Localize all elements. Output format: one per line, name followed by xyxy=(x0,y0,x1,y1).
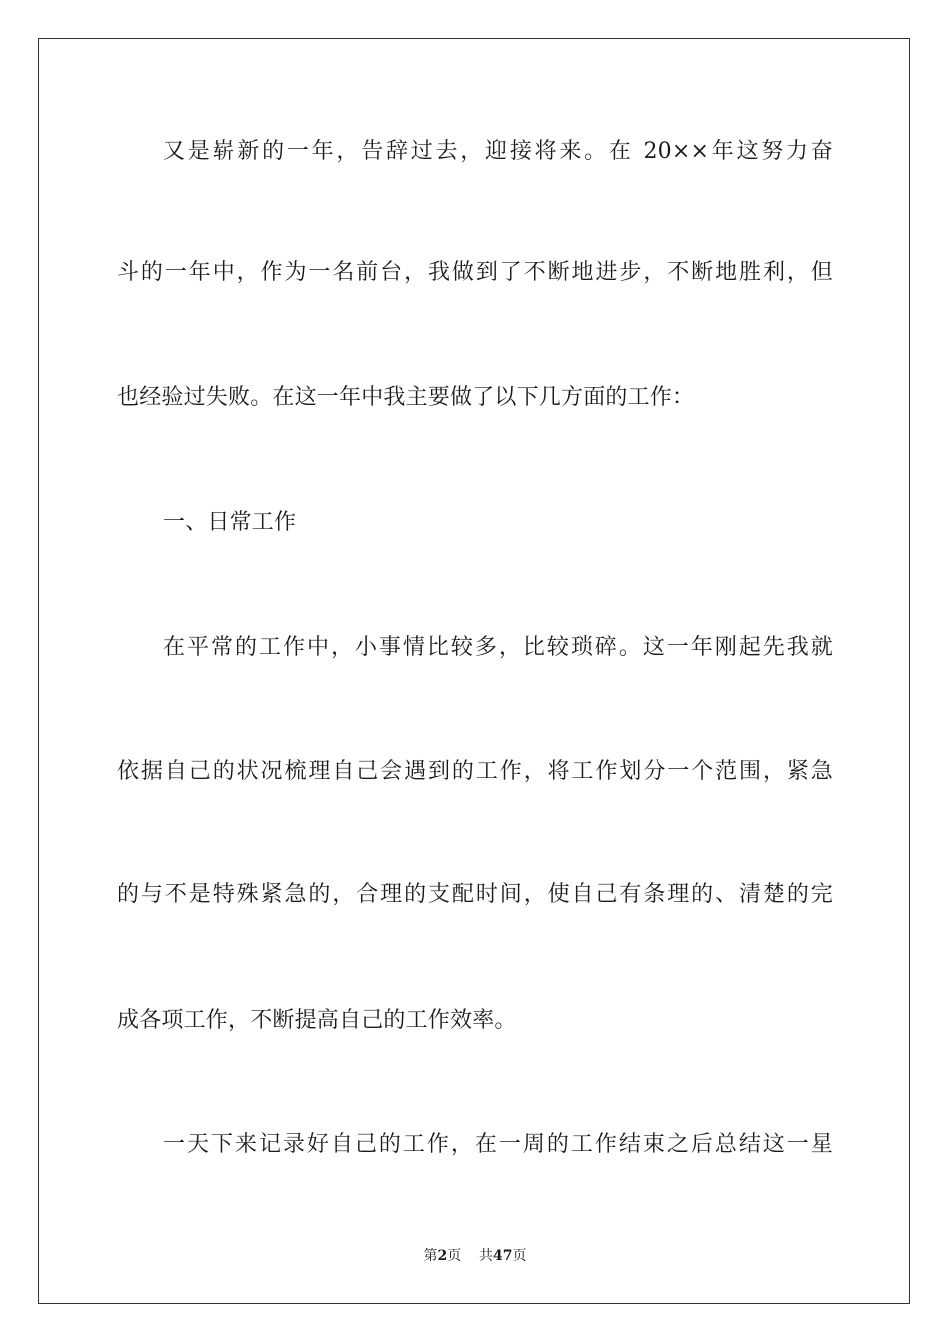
paragraph-2-line-1: 在平常的工作中，小事情比较多，比较琐碎。这一年刚起先我就 xyxy=(163,635,833,660)
paragraph-2-line-4: 成各项工作，不断提高自己的工作效率。 xyxy=(117,1008,517,1033)
footer-page-number: 2 xyxy=(437,1248,448,1264)
paragraph-1-line-3: 也经验过失败。在这一年中我主要做了以下几方面的工作： xyxy=(117,385,695,410)
footer-total-suffix: 页 xyxy=(512,1248,527,1264)
paragraph-2-line-2: 依据自己的状况梳理自己会遇到的工作，将工作划分一个范围，紧急 xyxy=(117,759,833,784)
page-border xyxy=(38,38,910,1304)
footer-page-prefix: 第 xyxy=(423,1248,438,1264)
paragraph-2-line-3: 的与不是特殊紧急的，合理的支配时间，使自己有条理的、清楚的完 xyxy=(117,882,833,907)
page-footer xyxy=(0,1246,950,1266)
footer-total-prefix: 共 xyxy=(479,1248,494,1264)
paragraph-1-line-1: 又是崭新的一年，告辞过去，迎接将来。在 20××年这努力奋 xyxy=(163,139,833,164)
footer-page-suffix: 页 xyxy=(447,1248,462,1264)
footer-total-pages: 47 xyxy=(493,1248,513,1264)
paragraph-1-line-2: 斗的一年中，作为一名前台，我做到了不断地进步，不断地胜利，但 xyxy=(117,260,833,285)
paragraph-3-line-1: 一天下来记录好自己的工作，在一周的工作结束之后总结这一星 xyxy=(163,1132,833,1157)
section-heading: 一、日常工作 xyxy=(163,510,297,535)
